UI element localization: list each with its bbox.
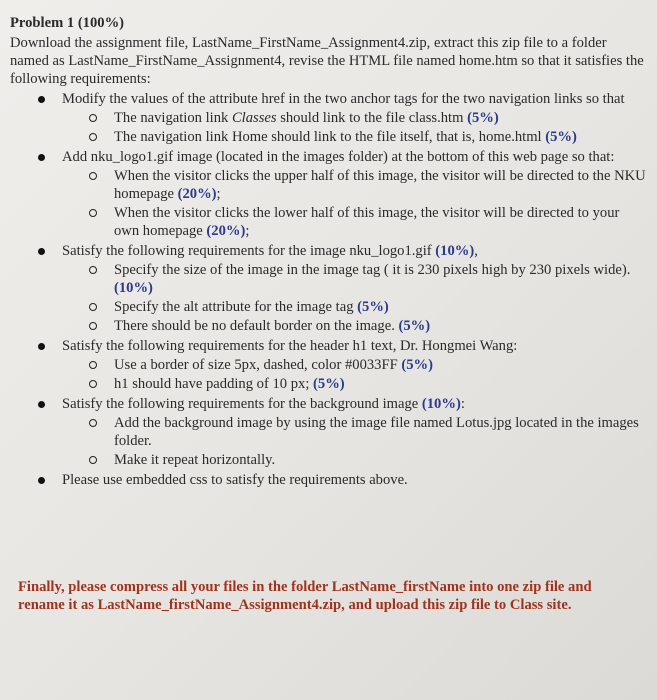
sub-list [62, 414, 647, 469]
problem-intro: Download the assignment file, LastName_FirstName_Assignment4.zip, extract this zip file to a folder named as LastName_FirstName_Assignment4, revise the HTML file named home.htm so that it satisfies the following requirements: [10, 35, 644, 87]
sub-item: The navigation link Classes should link to the file class.htm (5%) [62, 109, 647, 127]
percentage: (5%) [398, 318, 431, 334]
sub-list [62, 356, 647, 393]
requirement-text: Modify the values of the attribute href in the two anchor tags for the two navigation links so that [62, 91, 625, 107]
sub-item: There should be no default border on the image. (5%) [62, 317, 647, 335]
final-instructions: Finally, please compress all your files in the folder LastName_firstName into one zip file and rename it as LastName_firstName_Assignment4.zip, and upload this zip file to Class site. [18, 579, 592, 613]
requirements-list [10, 90, 647, 489]
sub-item: When the visitor clicks the lower half of this image, the visitor will be directed to your own homepage (20%); [62, 204, 647, 240]
sub-item: The navigation link Home should link to the file itself, that is, home.html (5%) [62, 128, 647, 146]
sub-list [62, 261, 647, 335]
sub-item: Use a border of size 5px, dashed, color #0033FF (5%) [62, 356, 647, 374]
sub-item: h1 should have padding of 10 px; (5%) [62, 375, 647, 393]
sub-list [62, 167, 647, 240]
percentage: (20%) [206, 223, 246, 239]
percentage: (20%) [177, 186, 217, 202]
requirement-text: Add nku_logo1.gif image (located in the images folder) at the bottom of this web page so that: [62, 149, 615, 165]
requirement-item [10, 337, 647, 393]
requirement-text: Satisfy the following requirements for the image nku_logo1.gif [62, 243, 436, 259]
percentage: (5%) [401, 357, 433, 373]
requirement-item [10, 90, 647, 146]
emphasis-text: Classes [231, 110, 277, 126]
requirement-item: Satisfy the following requirements for the background image (10%): Add the background image by using the image file named Lotus.jpg located in the images folder. Make it repeat horizontally. [10, 395, 647, 469]
percentage: (10%) [421, 396, 461, 412]
requirement-item: Satisfy the following requirements for the image nku_logo1.gif (10%), Specify the size of the image in the image tag ( it is 230 pixels high by 230 pixels wide). (10%) Specify the alt attribute for the image tag (5%) There should be no default border on the image. (5%) [10, 242, 647, 335]
sub-item: Specify the size of the image in the image tag ( it is 230 pixels high by 230 pixels wide). (10%) [62, 261, 647, 297]
percentage: (5%) [357, 299, 389, 315]
percentage: (10%) [114, 280, 153, 296]
problem-title: Problem 1 (100%) [10, 15, 125, 31]
percentage: (10%) [435, 243, 475, 259]
percentage: (5%) [545, 129, 577, 145]
requirement-text: Satisfy the following requirements for the background image [62, 396, 422, 412]
percentage: (5%) [467, 110, 499, 126]
sub-item: When the visitor clicks the upper half of this image, the visitor will be directed to the NKU homepage (20%); [62, 167, 647, 203]
requirement-item [10, 471, 647, 489]
sub-item: Make it repeat horizontally. [62, 451, 647, 469]
sub-item: Add the background image by using the image file named Lotus.jpg located in the images folder. [62, 414, 647, 450]
sub-item: Specify the alt attribute for the image tag (5%) [62, 298, 647, 316]
requirement-text: Please use embedded css to satisfy the requirements above. [62, 472, 408, 488]
requirement-text: Satisfy the following requirements for the header h1 text, Dr. Hongmei Wang: [62, 338, 518, 354]
requirement-item [10, 148, 647, 240]
sub-list [62, 109, 647, 146]
percentage: (5%) [313, 376, 345, 392]
